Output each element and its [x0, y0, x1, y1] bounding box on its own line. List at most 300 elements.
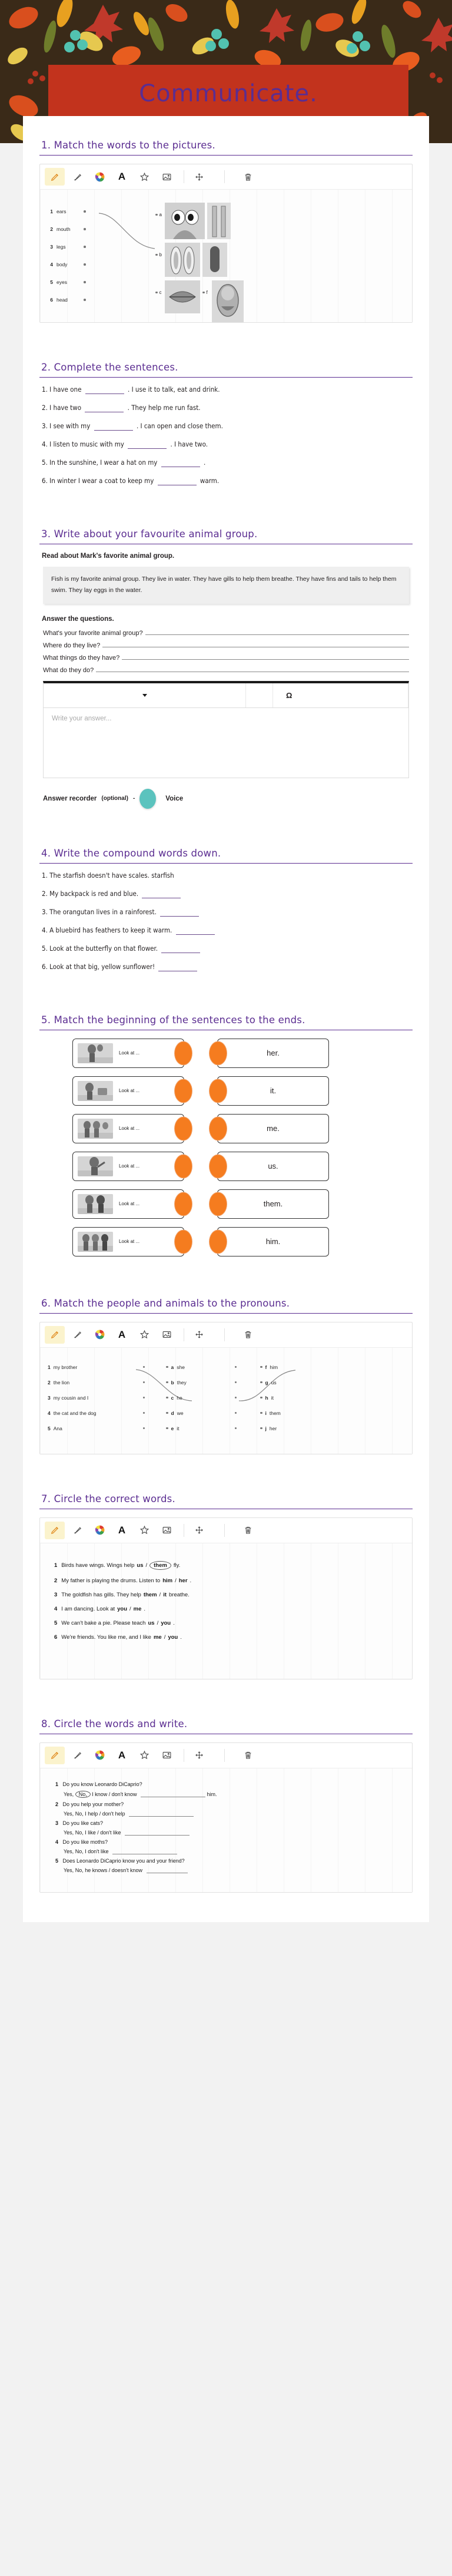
color-palette-icon[interactable] [89, 1326, 109, 1344]
connector-dot[interactable] [260, 1397, 262, 1399]
item-number: 2 [55, 1801, 59, 1807]
connector-knob[interactable] [174, 1229, 192, 1254]
sentence-before: In the sunshine, I wear a hat on my [49, 458, 158, 467]
connector-dot[interactable] [84, 228, 86, 230]
recorder-optional: (optional) [101, 795, 128, 802]
connector-dot[interactable] [155, 214, 158, 216]
spacer [39, 329, 413, 362]
exercise-3-title: 3. Write about your favourite animal group. [41, 528, 258, 540]
sentence-row [42, 477, 413, 485]
sentence-before: I have two [49, 404, 82, 412]
editor-toolbar [44, 683, 408, 708]
match-card-row [39, 1152, 413, 1181]
question-text: Do you like cats? [62, 1820, 104, 1826]
answer-yes[interactable]: Yes, [64, 1791, 74, 1797]
circle-and-write-list [40, 1768, 412, 1892]
spacer [39, 495, 413, 528]
match-item[interactable] [260, 1421, 325, 1436]
connector-dot[interactable] [84, 281, 86, 283]
image-icon[interactable] [157, 1747, 177, 1764]
divider [39, 1313, 413, 1314]
exercise-3 [39, 528, 413, 809]
pronoun-column-3 [260, 1360, 325, 1436]
match-item[interactable] [46, 238, 158, 256]
item-number: 6 [50, 297, 53, 303]
star-icon[interactable] [134, 1747, 154, 1764]
circle-line: 1 Birds have wings. Wings help us / them fly. [54, 1562, 181, 1569]
connector-knob[interactable] [209, 1229, 227, 1254]
option-1[interactable]: me [153, 1633, 162, 1641]
answer-post: him. [207, 1791, 217, 1797]
compound-row [42, 945, 413, 953]
sentence-number: 6. [42, 477, 48, 485]
item-word: it [177, 1425, 180, 1431]
text-tool-icon[interactable]: A [118, 171, 126, 182]
card-end-word: him. [265, 1237, 281, 1246]
brush-icon[interactable] [67, 1747, 87, 1764]
canvas-drawing-area-1[interactable] [40, 190, 412, 322]
card-label: Look at ... [119, 1088, 140, 1094]
exercise-1-title: 1. Match the words to the pictures. [41, 140, 215, 151]
connector-dot[interactable] [84, 246, 86, 248]
answer-line[interactable] [145, 634, 409, 635]
item-word: legs [56, 244, 66, 250]
card-end-word: us. [268, 1162, 278, 1171]
item-word: them [269, 1410, 281, 1416]
connector-knob[interactable] [209, 1154, 227, 1178]
connector-knob[interactable] [174, 1079, 192, 1103]
item-number: 1 [48, 1364, 51, 1370]
answer-no[interactable]: No, [75, 1867, 84, 1873]
picture-label: c [159, 290, 162, 295]
sentence-end-card[interactable] [217, 1152, 329, 1181]
item-number: 3 [55, 1820, 59, 1826]
answer-blank[interactable] [160, 916, 199, 917]
brush-icon[interactable] [67, 1326, 87, 1344]
connector-dot[interactable] [143, 1427, 145, 1430]
connector-dot[interactable] [84, 299, 86, 301]
brush-icon[interactable] [67, 168, 87, 186]
move-icon[interactable] [189, 1747, 209, 1764]
answer-no[interactable]: No, [75, 1810, 84, 1817]
exercise-8 [39, 1718, 413, 1893]
pencil-icon[interactable] [45, 1522, 65, 1539]
question-row [43, 630, 409, 637]
image-icon[interactable] [157, 168, 177, 186]
connector-dot[interactable] [143, 1412, 145, 1414]
option-2[interactable]: them [149, 1561, 171, 1570]
pronoun-match-grid [40, 1348, 412, 1448]
connector-knob[interactable] [209, 1192, 227, 1216]
circle-line: 6 We're friends. You like me, and I like me / you . [54, 1633, 182, 1641]
connector-dot[interactable] [155, 254, 158, 256]
sentence-row [42, 441, 413, 449]
answer-options[interactable]: I know / don't know [92, 1791, 137, 1797]
canvas-drawing-area-3[interactable] [40, 1543, 412, 1679]
card-label: Look at ... [119, 1050, 140, 1056]
connector-dot[interactable] [235, 1427, 237, 1430]
row-number: 5. [42, 944, 48, 953]
answer-options[interactable]: he knows / doesn't know [85, 1867, 143, 1873]
format-dropdown[interactable] [44, 683, 246, 707]
exercise-6-title: 6. Match the people and animals to the pronouns. [41, 1297, 290, 1309]
connector-dot[interactable] [235, 1412, 237, 1414]
pencil-icon[interactable] [45, 1326, 65, 1344]
item-number: 2 [48, 1379, 51, 1385]
connector-dot[interactable] [235, 1381, 237, 1384]
connector-dot[interactable] [143, 1366, 145, 1368]
spacer [39, 1265, 413, 1298]
answer-options[interactable]: I like / don't like [85, 1829, 121, 1836]
question-line [55, 1820, 401, 1826]
record-button[interactable] [139, 789, 156, 809]
answer-textarea[interactable]: Write your answer... [52, 715, 112, 722]
sentence-row [42, 422, 413, 431]
sentence-start-card[interactable] [72, 1227, 184, 1256]
sentence-start-card[interactable] [72, 1076, 184, 1106]
image-icon[interactable] [157, 1326, 177, 1344]
picture-body [202, 243, 227, 277]
match-item[interactable] [45, 1360, 145, 1375]
sentence-end-card[interactable] [217, 1114, 329, 1143]
special-character-button[interactable] [273, 683, 408, 707]
connector-dot[interactable] [155, 292, 158, 294]
compound-row [42, 963, 413, 971]
toolbar-separator [224, 1328, 225, 1341]
answer-no[interactable]: No, [75, 1829, 84, 1836]
sentence-number: 3. [42, 422, 48, 430]
answer-yes[interactable]: Yes, [64, 1848, 74, 1854]
connector-dot[interactable] [260, 1427, 262, 1430]
answer-recorder [43, 789, 409, 809]
match-item[interactable] [45, 1406, 145, 1421]
rich-text-editor[interactable] [43, 681, 409, 778]
exercise-5 [39, 1014, 413, 1256]
picture-column [155, 203, 244, 322]
sentence-after: . I can open and close them. [136, 422, 223, 430]
move-icon[interactable] [189, 168, 209, 186]
exercise-2-title: 2. Complete the sentences. [41, 362, 178, 373]
line-post: fly. [173, 1562, 181, 1569]
sentence-end-card[interactable] [217, 1076, 329, 1106]
canvas-toolbar [40, 1518, 412, 1543]
card-end-word: her. [267, 1049, 280, 1058]
question-text: Do you help your mother? [62, 1801, 124, 1807]
match-item[interactable] [166, 1390, 237, 1406]
connector-dot[interactable] [166, 1427, 168, 1430]
item-number: g [265, 1379, 268, 1385]
connector-dot[interactable] [202, 292, 205, 294]
item-number: f [265, 1364, 267, 1370]
answer-line-row [64, 1791, 401, 1798]
brush-icon[interactable] [67, 1522, 87, 1539]
sentence-after: . I use it to talk, eat and drink. [128, 385, 220, 393]
connector-dot[interactable] [166, 1397, 168, 1399]
connector-knob[interactable] [174, 1041, 192, 1065]
trash-icon[interactable] [238, 1522, 258, 1539]
card-label: Look at ... [119, 1239, 140, 1245]
answer-lead: Answer the questions. [42, 615, 114, 623]
circle-line: 5 We can't bake a pie. Please teach us / you . [54, 1619, 175, 1626]
connector-dot[interactable] [143, 1397, 145, 1399]
trash-icon[interactable] [238, 1326, 258, 1344]
connector-dot[interactable] [84, 210, 86, 213]
compound-row [42, 908, 413, 917]
row-text: My backpack is red and blue. [49, 889, 139, 898]
match-item[interactable] [260, 1360, 325, 1375]
question-text: What's your favorite animal group? [43, 629, 143, 637]
item-word: he [177, 1394, 182, 1401]
circle-words-list [40, 1543, 412, 1668]
qa-block [55, 1781, 401, 1798]
answer-yes[interactable]: Yes, [64, 1810, 74, 1817]
item-number: b [171, 1379, 174, 1385]
item-word: eyes [56, 279, 67, 285]
line-number: 3 [54, 1591, 58, 1598]
card-label: Look at ... [119, 1201, 140, 1207]
pencil-icon[interactable] [45, 168, 65, 186]
match-item[interactable] [260, 1390, 325, 1406]
item-word: mouth [56, 226, 71, 232]
divider [39, 863, 413, 864]
drawing-canvas-1[interactable] [39, 164, 413, 323]
drawing-canvas-2[interactable] [39, 1322, 413, 1454]
answer-blank[interactable] [94, 430, 133, 431]
connector-knob[interactable] [209, 1116, 227, 1140]
item-number: 4 [55, 1838, 59, 1845]
drawing-canvas-4[interactable] [39, 1742, 413, 1893]
option-1[interactable]: you [117, 1605, 128, 1612]
match-item[interactable] [45, 1375, 145, 1390]
star-icon[interactable] [134, 168, 154, 186]
answer-line[interactable] [122, 659, 409, 660]
answer-yes[interactable]: Yes, [64, 1829, 74, 1836]
option-2[interactable]: me [133, 1605, 142, 1612]
pencil-icon[interactable] [45, 1747, 65, 1764]
line-number: 2 [54, 1577, 58, 1584]
canvas-drawing-area-2[interactable] [40, 1348, 412, 1454]
item-number: i [265, 1410, 267, 1416]
answer-no-circled[interactable]: No, [75, 1791, 91, 1798]
exercise-2 [39, 362, 413, 485]
row-text: Look at the butterfly on that flower. [49, 944, 158, 953]
sentence-end-card[interactable] [217, 1227, 329, 1256]
row-text: Look at that big, yellow sunflower! [49, 962, 155, 971]
read-lead: Read about Mark's favorite animal group. [42, 553, 175, 560]
image-icon[interactable] [157, 1522, 177, 1539]
answer-no[interactable]: No, [75, 1848, 84, 1854]
line-text: I am dancing. Look at [61, 1605, 115, 1612]
trash-icon[interactable] [238, 1747, 258, 1764]
option-1[interactable]: him [162, 1577, 173, 1584]
option-2[interactable]: her [178, 1577, 188, 1584]
connector-knob[interactable] [209, 1041, 227, 1065]
canvas-toolbar [40, 1322, 412, 1348]
sentence-end-card[interactable] [217, 1189, 329, 1219]
connector-knob[interactable] [174, 1192, 192, 1216]
toolbar-separator [224, 1524, 225, 1537]
row-text: The orangutan lives in a rainforest. [49, 907, 157, 916]
item-number: 5 [55, 1857, 59, 1864]
match-item[interactable] [46, 273, 158, 291]
picture-label: a [159, 212, 162, 217]
card-end-word: me. [267, 1124, 280, 1133]
item-word: ears [56, 209, 67, 214]
trash-icon[interactable] [238, 168, 258, 186]
card-label: Look at ... [119, 1163, 140, 1169]
match-item[interactable] [166, 1421, 237, 1436]
answer-line-row [64, 1867, 401, 1873]
picture-ears [165, 243, 200, 277]
text-tool-icon[interactable]: A [118, 1524, 126, 1536]
match-item[interactable] [45, 1390, 145, 1406]
item-number: 2 [50, 226, 53, 232]
write-blank[interactable] [125, 1835, 190, 1836]
star-icon[interactable] [134, 1522, 154, 1539]
match-card-row [39, 1076, 413, 1106]
option-2[interactable]: you [161, 1619, 171, 1626]
text-tool-icon[interactable]: A [118, 1749, 126, 1761]
text-tool-icon[interactable]: A [118, 1328, 126, 1340]
answer-blank[interactable] [128, 448, 167, 449]
connector-dot[interactable] [260, 1366, 262, 1368]
color-palette-icon[interactable] [89, 168, 109, 186]
question-line [55, 1858, 401, 1864]
canvas-drawing-area-4[interactable] [40, 1768, 412, 1892]
answer-blank[interactable] [176, 934, 215, 935]
compound-row [42, 890, 413, 898]
answer-options[interactable]: I help / don't help [85, 1810, 125, 1817]
connector-dot[interactable] [166, 1366, 168, 1368]
connector-dot[interactable] [143, 1381, 145, 1384]
move-icon[interactable] [189, 1522, 209, 1539]
exercise-1 [39, 140, 413, 323]
drawing-canvas-3[interactable] [39, 1517, 413, 1679]
spacer [39, 981, 413, 1014]
pronoun-column-1 [45, 1360, 145, 1436]
item-number: 1 [50, 209, 53, 214]
color-palette-icon[interactable] [89, 1747, 109, 1764]
row-text: The starfish doesn't have scales. [49, 871, 149, 879]
sentence-before: In winter I wear a coat to keep my [49, 477, 154, 485]
connector-dot[interactable] [84, 263, 86, 266]
line-post: breathe. [169, 1591, 190, 1598]
sentence-number: 2. [42, 404, 48, 412]
line-number: 6 [54, 1633, 58, 1641]
row-number: 6. [42, 962, 48, 971]
connector-dot[interactable] [235, 1366, 237, 1368]
connector-knob[interactable] [209, 1079, 227, 1103]
question-text: Does Leonardo DiCaprio know you and your friend? [62, 1857, 185, 1864]
item-number: h [265, 1394, 268, 1401]
sentence-start-card[interactable] [72, 1152, 184, 1181]
answer-line-row [64, 1811, 401, 1817]
question-row [43, 642, 409, 649]
match-item[interactable] [46, 220, 158, 238]
sentence-number: 5. [42, 458, 48, 467]
option-1[interactable]: us [137, 1562, 144, 1569]
write-blank[interactable] [129, 1816, 194, 1817]
option-2[interactable]: you [168, 1633, 178, 1641]
match-item[interactable] [45, 1421, 145, 1436]
item-number: 4 [48, 1410, 51, 1416]
answer-yes[interactable]: Yes, [64, 1867, 74, 1873]
sentence-after: . They help me run fast. [127, 404, 201, 412]
sentence-start-card[interactable] [72, 1114, 184, 1143]
connector-dot[interactable] [260, 1381, 262, 1384]
connector-dot[interactable] [235, 1397, 237, 1399]
option-1[interactable]: them [143, 1591, 157, 1598]
answer-options[interactable]: I don't like [85, 1848, 109, 1854]
row-answer[interactable]: starfish [151, 871, 174, 879]
option-2[interactable]: it [163, 1591, 167, 1598]
answer-line-row [64, 1830, 401, 1836]
match-item[interactable] [46, 203, 158, 220]
divider [39, 377, 413, 378]
item-number: c [171, 1394, 174, 1401]
match-word-list [40, 190, 164, 319]
qa-block [55, 1858, 401, 1873]
sentence-end-card[interactable] [217, 1039, 329, 1068]
answer-line-row [64, 1848, 401, 1854]
chevron-down-icon[interactable] [142, 694, 147, 697]
connector-knob[interactable] [174, 1154, 192, 1178]
color-palette-icon[interactable] [89, 1522, 109, 1539]
card-label: Look at ... [119, 1126, 140, 1132]
item-number: j [265, 1425, 267, 1431]
exercise-5-title: 5. Match the beginning of the sentences to the ends. [41, 1014, 305, 1026]
match-item[interactable] [46, 256, 158, 273]
line-text: We can't bake a pie. Please teach [61, 1619, 146, 1626]
line-text: My father is playing the drums. Listen to [61, 1577, 161, 1584]
compound-row [42, 872, 413, 880]
toolbar-separator [224, 170, 225, 183]
sentence-start-card[interactable] [72, 1189, 184, 1219]
question-line [55, 1839, 401, 1845]
match-card-row [39, 1227, 413, 1256]
exercise-7-title: 7. Circle the correct words. [41, 1493, 175, 1504]
circle-line: 2 My father is playing the drums. Listen to him / her . [54, 1577, 192, 1584]
toolbar-separator [224, 1749, 225, 1762]
match-item[interactable] [46, 291, 158, 309]
option-1[interactable]: us [148, 1619, 155, 1626]
connector-dot[interactable] [260, 1412, 262, 1414]
star-icon[interactable] [134, 1326, 154, 1344]
item-word: her [269, 1425, 277, 1431]
sentence-row [42, 459, 413, 467]
connector-dot[interactable] [166, 1381, 168, 1384]
match-item[interactable] [166, 1406, 237, 1421]
match-item[interactable] [166, 1360, 237, 1375]
question-line [55, 1781, 401, 1787]
exercise-4 [39, 848, 413, 971]
thumbnail-image [78, 1043, 113, 1063]
answer-blank[interactable] [85, 393, 124, 394]
item-word: my brother [53, 1364, 78, 1370]
card-end-word: them. [263, 1199, 283, 1209]
connector-dot[interactable] [166, 1412, 168, 1414]
question-text: Do you like moths? [62, 1838, 108, 1845]
match-item[interactable] [166, 1375, 237, 1390]
move-icon[interactable] [189, 1326, 209, 1344]
sentence-start-card[interactable] [72, 1039, 184, 1068]
item-word: we [177, 1410, 184, 1416]
match-item[interactable] [260, 1375, 325, 1390]
item-number: 4 [50, 262, 53, 267]
line-post: . [173, 1619, 175, 1626]
match-item[interactable] [260, 1406, 325, 1421]
connector-knob[interactable] [174, 1116, 192, 1140]
